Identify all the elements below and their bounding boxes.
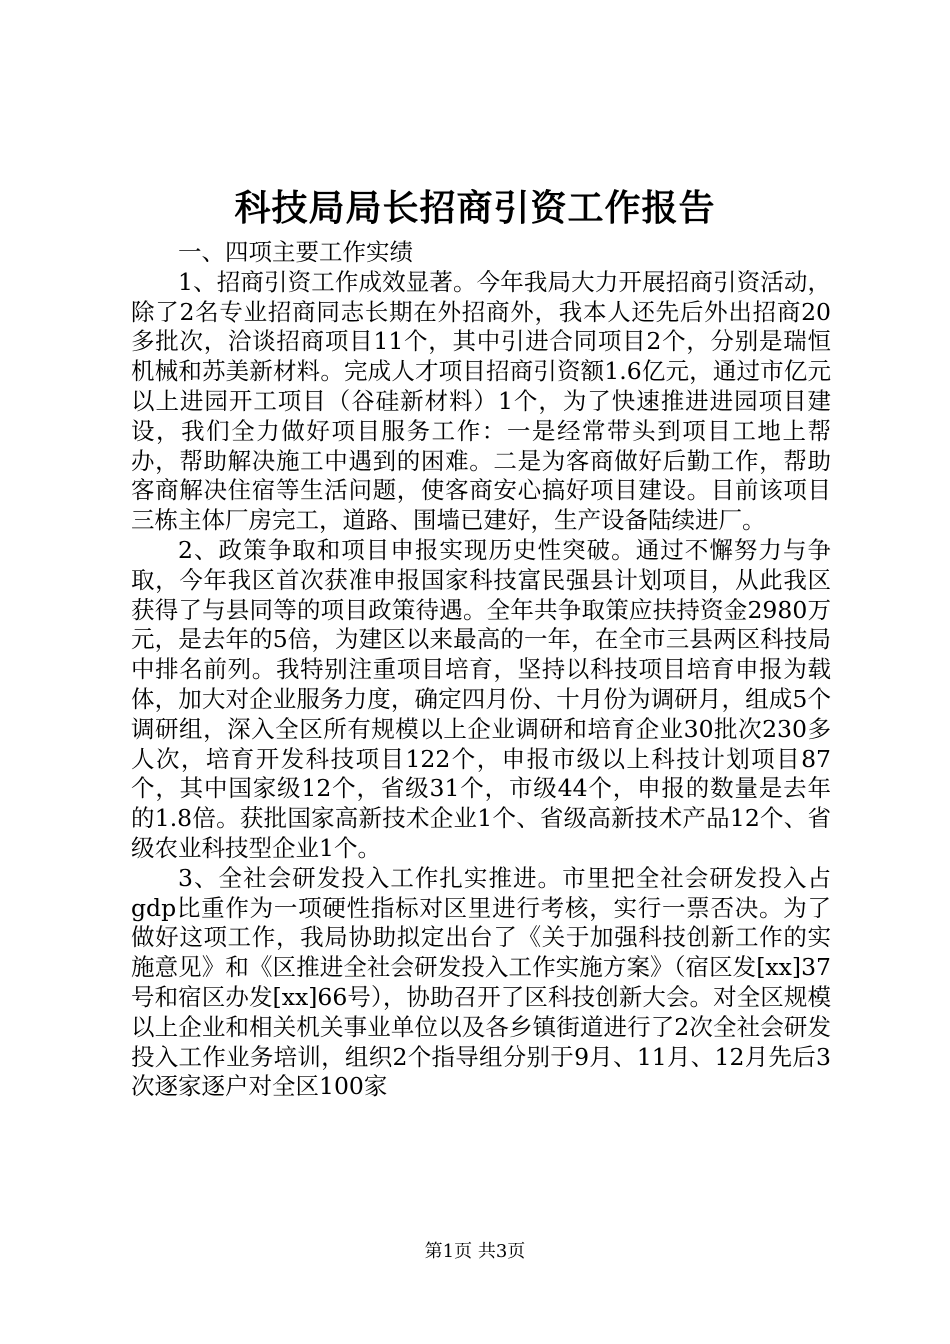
paragraph-3: 3、全社会研发投入工作扎实推进。市里把全社会研发投入占gdp比重作为一项硬性指标对区里进行考核，实行一票否决。为了做好这项工作，我局协助拟定出台了《关于加强科技创新工作的实施意见》和《区推进全社会研发投入工作实施方案》（宿区发[xx]37号和宿区办发[xx]66号），协助召开了区科技创新大会。对全区规模以上企业和相关机关事业单位以及各乡镇街道进行了2次全社会研发投入工作业务培训，组织2个指导组分别于9月、11月、12月先后3次逐家逐户对全区100家 bbox=[131, 863, 831, 1101]
section-heading: 一、四项主要工作实绩 bbox=[178, 238, 413, 266]
paragraph-2: 2、政策争取和项目申报实现历史性突破。通过不懈努力与争取，今年我区首次获准申报国家科技富民强县计划项目，从此我区获得了与县同等的项目政策待遇。全年共争取策应扶持资金2980万元，是去年的5倍，为建区以来最高的一年，在全市三县两区科技局中排名前列。我特别注重项目培育，坚持以科技项目培育申报为载体，加大对企业服务力度，确定四月份、十月份为调研月，组成5个调研组，深入全区所有规模以上企业调研和培育企业30批次230多人次，培育开发科技项目122个，申报市级以上科技计划项目87个，其中国家级12个，省级31个，市级44个，申报的数量是去年的1.8倍。获批国家高新技术企业1个、省级高新技术产品12个、省级农业科技型企业1个。 bbox=[131, 535, 831, 862]
paragraph-1: 1、招商引资工作成效显著。今年我局大力开展招商引资活动，除了2名专业招商同志长期在外招商外，我本人还先后外出招商20多批次，洽谈招商项目11个，其中引进合同项目2个，分别是瑞恒机械和苏美新材料。完成人才项目招商引资额1.6亿元，通过市亿元以上进园开工项目（谷硅新材料）1个，为了快速推进进园项目建设，我们全力做好项目服务工作：一是经常带头到项目工地上帮办，帮助解决施工中遇到的困难。二是为客商做好后勤工作，帮助客商解决住宿等生活问题，使客商安心搞好项目建设。目前该项目三栋主体厂房完工，道路、围墙已建好，生产设备陆续进厂。 bbox=[131, 267, 831, 535]
page-footer: 第1页 共3页 bbox=[424, 1241, 526, 1262]
document-body bbox=[131, 238, 831, 1102]
document-title: 科技局局长招商引资工作报告 bbox=[234, 187, 716, 229]
